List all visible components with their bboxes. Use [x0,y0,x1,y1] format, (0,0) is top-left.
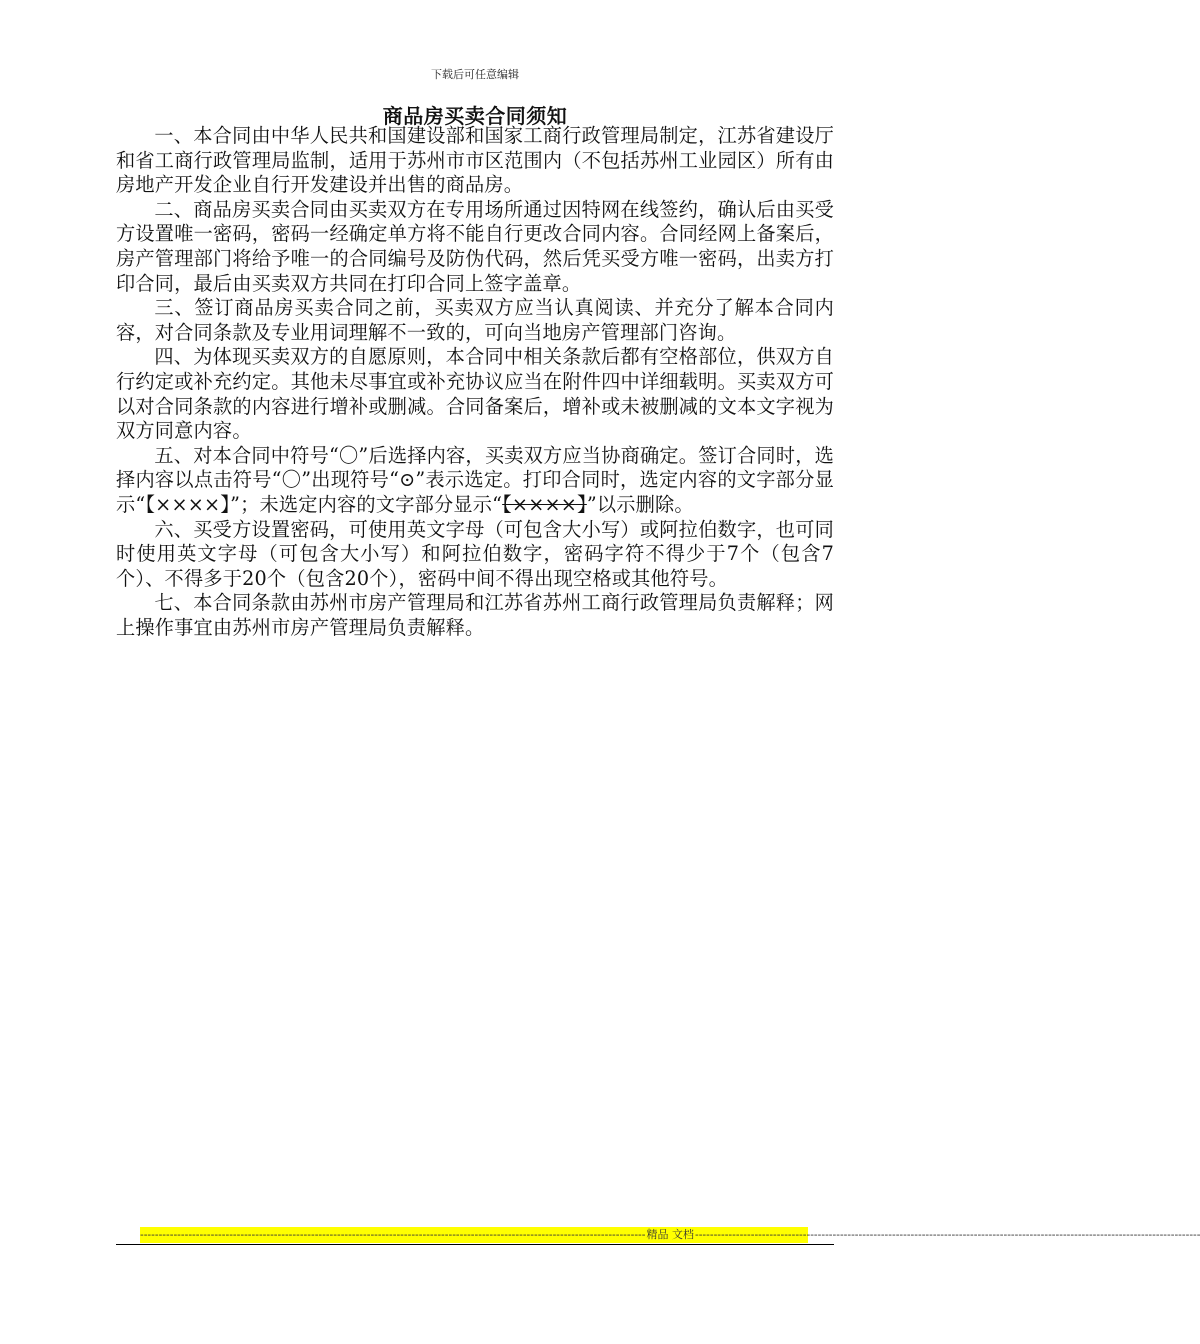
footer-rule [116,1244,834,1245]
footer-highlight-bar [140,1227,1200,1243]
paragraph-5-ending: ”以示删除。 [586,492,694,516]
paragraph-5-text: 五、对本合同中符号“〇”后选择内容，买卖双方应当协商确定。签订合同时，选择内容以点击符号“〇”出现符号“⊙”表示选定。打印合同时，选定内容的文字部分显示“【××××】”；未选定内容的文字部分显示“ [116,443,834,516]
header-note: 下载后可任意编辑 [431,68,519,81]
paragraph-1: 一、本合同由中华人民共和国建设部和国家工商行政管理局制定，江苏省建设厅和省工商行政管理局监制，适用于苏州市市区范围内（不包括苏州工业园区）所有由房地产开发企业自行开发建设并出售的商品房。 [116,124,834,197]
footer-dashes-left: ---------------------------------------------------------------------------------------------------------------------------------------- [140,1228,646,1241]
footer-label: 精品 文档 [646,1228,694,1241]
paragraph-2: 二、商品房买卖合同由买卖双方在专用场所通过因特网在线签约，确认后由买受方设置唯一密码，密码一经确定单方将不能自行更改合同内容。合同经网上备案后，房产管理部门将给予唯一的合同编号及防伪代码，然后凭买受方唯一密码，出卖方打印合同，最后由买卖双方共同在打印合同上签字盖章。 [116,197,834,295]
paragraph-4: 四、为体现买卖双方的自愿原则，本合同中相关条款后都有空格部位，供双方自行约定或补充约定。其他未尽事宜或补充协议应当在附件四中详细载明。买卖双方可以对合同条款的内容进行增补或删减。合同备案后，增补或未被删减的文本文字视为双方同意内容。 [116,345,834,443]
footer-dashes-right: ---------------------------------------------------------------------------------------------------------------------------------------- [694,1228,1200,1241]
paragraph-6: 六、买受方设置密码，可使用英文字母（可包含大小写）或阿拉伯数字，也可同时使用英文字母（可包含大小写）和阿拉伯数字，密码字符不得少于7个（包含7个）、不得多于20个（包含20个），密码中间不得出现空格或其他符号。 [116,517,834,590]
paragraph-3: 三、签订商品房买卖合同之前，买卖双方应当认真阅读、并充分了解本合同内容，对合同条款及专业用词理解不一致的，可向当地房产管理部门咨询。 [116,296,834,344]
document-body [116,124,834,640]
paragraph-7: 七、本合同条款由苏州市房产管理局和江苏省苏州工商行政管理局负责解释；网上操作事宜由苏州市房产管理局负责解释。 [116,591,834,639]
struck-placeholder: 【××××】 [502,492,587,516]
paragraph-5 [116,444,834,518]
document-title: 商品房买卖合同须知 [382,104,568,128]
